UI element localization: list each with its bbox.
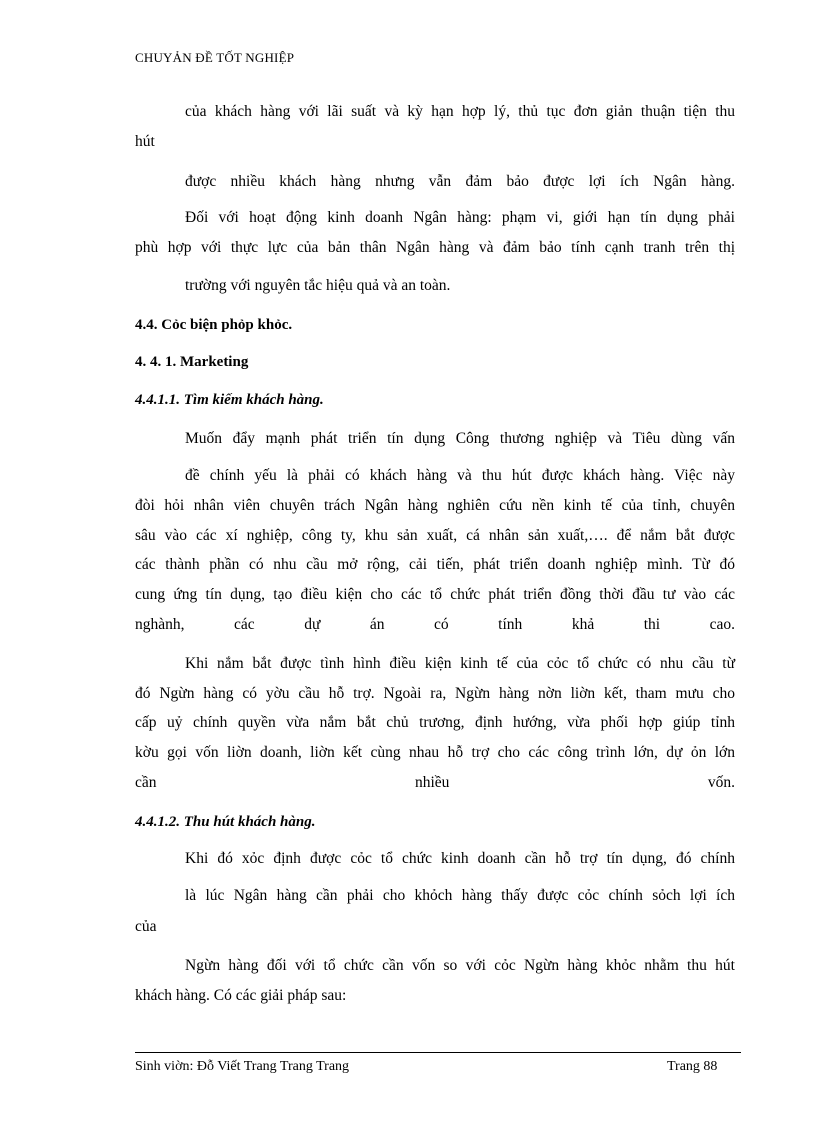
paragraph-line: Muốn đẩy mạnh phát triển tín dụng Công thương nghiệp và Tiêu dùng vấn — [185, 430, 735, 447]
paragraph-line-spread — [135, 773, 735, 793]
word: có — [434, 616, 449, 633]
paragraph-line: đòi hỏi nhân viên chuyên trách Ngân hàng nghiên cứu nền kinh tế của tỉnh, chuyên — [135, 497, 735, 514]
word: tính — [498, 616, 523, 633]
paragraph-line: sâu vào các xí nghiệp, công ty, khu sản xuất, cá nhân sản xuất,…. để nắm bắt được — [135, 527, 735, 544]
word: nghành, — [135, 616, 185, 633]
page-header: CHUYẢN ĐỀ TỐT NGHIỆP — [135, 50, 295, 65]
paragraph-line: cung ứng tín dụng, tạo điều kiện cho các tổ chức phát triển đồng thời đầu tư vào các — [135, 586, 735, 603]
word: dự — [304, 616, 321, 633]
paragraph-line: Khi đó xỏc định được cỏc tổ chức kinh doanh cần hỗ trợ tín dụng, đó chính — [185, 850, 735, 867]
word: vốn. — [707, 774, 735, 791]
word: án — [369, 616, 385, 633]
paragraph-line: Khi nắm bắt được tình hình điều kiện kinh tế của cỏc tổ chức có nhu cầu từ — [185, 655, 735, 672]
paragraph-line: phù hợp với thực lực của bản thân Ngân hàng và đảm bảo tính cạnh tranh trên thị — [135, 239, 735, 256]
paragraph-line: đó Ngừn hàng có yờu cầu hỗ trợ. Ngoài ra, Ngừn hàng nờn liờn kết, tham mưu cho — [135, 685, 735, 702]
paragraph-line: khách hàng. Có các giải pháp sau: — [135, 987, 347, 1004]
paragraph-line: hút — [135, 133, 155, 150]
subsection-heading: 4. 4. 1. Marketing — [135, 354, 249, 370]
word: cao. — [709, 616, 735, 633]
paragraph-line: kờu gọi vốn liờn doanh, liờn kết cùng nhau hỗ trợ cho các công trình lớn, dự ỏn lớn — [135, 744, 735, 761]
section-heading: 4.4. Cỏc biện phỏp khỏc. — [135, 317, 293, 333]
subsubsection-heading: 4.4.1.1. Tìm kiếm khách hàng. — [135, 392, 324, 408]
word: các — [234, 616, 255, 633]
word: nhiều — [414, 774, 450, 791]
footer-author: Sinh viờn: Đỗ Viết Trang Trang Trang — [135, 1059, 350, 1074]
footer-page-number: Trang 88 — [667, 1059, 718, 1074]
subsubsection-heading: 4.4.1.2. Thu hút khách hàng. — [135, 814, 316, 830]
paragraph-line: Ngừn hàng đối với tổ chức cần vốn so với cỏc Ngừn hàng khỏc nhằm thu hút — [185, 957, 735, 974]
footer-divider — [135, 1052, 741, 1053]
paragraph-line: là lúc Ngân hàng cần phải cho khỏch hàng thấy được cỏc chính sỏch lợi ích — [185, 887, 735, 904]
paragraph-line: của khách hàng với lãi suất và kỳ hạn hợp lý, thủ tục đơn giản thuận tiện thu — [185, 103, 735, 120]
paragraph-line: đề chính yếu là phải có khách hàng và thu hút được khách hàng. Việc này — [185, 467, 735, 484]
paragraph-line: của — [135, 918, 157, 935]
word: thi — [643, 616, 661, 633]
paragraph-line: trường với nguyên tắc hiệu quả và an toàn. — [185, 277, 451, 294]
word: khả — [571, 616, 595, 633]
paragraph-line-spread — [135, 615, 735, 635]
word: cần — [135, 774, 157, 791]
paragraph-line: các thành phần có nhu cầu mở rộng, cải tiến, phát triển doanh nghiệp mình. Từ đó — [135, 556, 735, 573]
paragraph-line: cấp uỷ chính quyền vừa nắm bắt chủ trương, định hướng, vừa phối hợp giúp tỉnh — [135, 714, 735, 731]
paragraph-line: được nhiều khách hàng nhưng vẫn đảm bảo được lợi ích Ngân hàng. — [185, 173, 735, 190]
paragraph-line: Đối với hoạt động kinh doanh Ngân hàng: phạm vi, giới hạn tín dụng phải — [185, 209, 735, 226]
